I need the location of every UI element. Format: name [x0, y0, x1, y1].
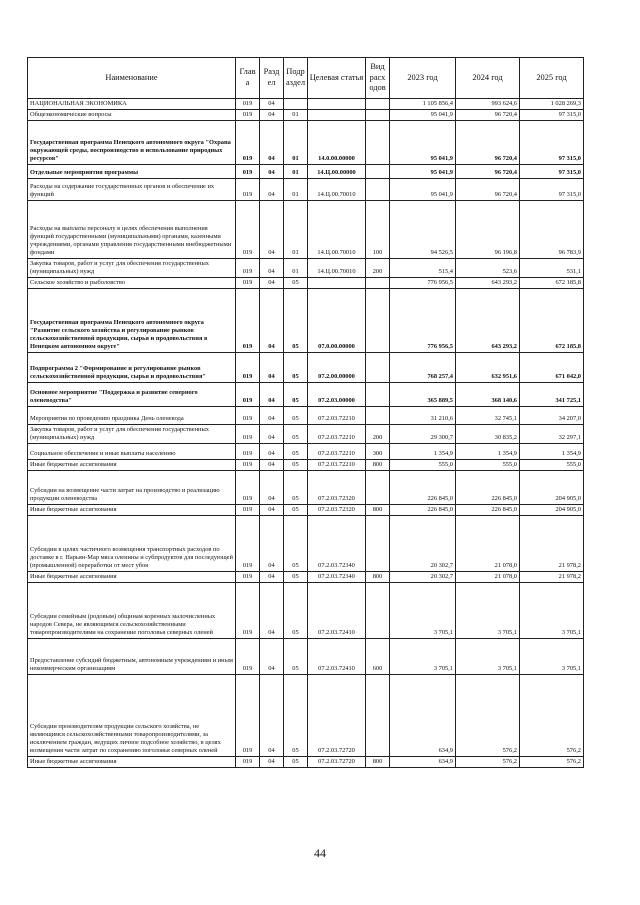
cell-cs: 07.2.03.72320 — [308, 505, 366, 516]
cell-v3: 204 905,0 — [520, 505, 584, 516]
table-row — [28, 179, 584, 201]
cell-v2: 96 720,4 — [456, 110, 520, 121]
cell-v2: 226 845,0 — [456, 505, 520, 516]
cell-name: Государственная программа Ненецкого автономного округа "Развитие сельского хозяйства и регулирование рынков сельскохозяйственной продукции, сырья и продовольствия в Ненецком автономном округе" — [28, 289, 236, 353]
col-header-glava: Глав а — [236, 58, 260, 99]
table-row — [28, 444, 584, 460]
col-header-2024: 2024 год — [456, 58, 520, 99]
cell-rz: 04 — [260, 460, 284, 471]
cell-vr — [366, 383, 390, 407]
cell-name: Отдельные мероприятия программы — [28, 165, 236, 179]
cell-name: Расходы на выплаты персоналу в целях обеспечения выполнения функций государственными (муниципальными) органами, казенными учреждениями, органами управления государственными внебюджетными фондами — [28, 201, 236, 259]
cell-v1: 768 257,4 — [390, 353, 456, 383]
cell-pr: 05 — [284, 278, 308, 289]
cell-v3: 3 705,1 — [520, 639, 584, 675]
col-header-2025: 2025 год — [520, 58, 584, 99]
table-row — [28, 675, 584, 757]
cell-pr: 05 — [284, 444, 308, 460]
cell-name: Предоставление субсидий бюджетным, автономным учреждениям и иным некоммерческим организациям — [28, 639, 236, 675]
cell-name: Субсидии на возмещение части затрат на производство и реализацию продукции оленеводства — [28, 471, 236, 505]
cell-name: Иные бюджетные ассигнования — [28, 757, 236, 768]
cell-vr — [366, 121, 390, 165]
cell-rz: 04 — [260, 444, 284, 460]
cell-v3: 32 297,1 — [520, 425, 584, 444]
cell-rz: 04 — [260, 165, 284, 179]
cell-v3: 1 354,9 — [520, 444, 584, 460]
col-header-vid: Вид расх одов — [366, 58, 390, 99]
cell-name: Субсидии производителям продукции сельского хозяйства, не являющимся сельскохозяйственными товаропроизводителями, за исключением граждан, ведущих личное подсобное хозяйство, в целях возмещения части затрат по сохранению поголовья северных оленей — [28, 675, 236, 757]
table-row — [28, 471, 584, 505]
cell-v2: 576,2 — [456, 675, 520, 757]
cell-v3: 576,2 — [520, 757, 584, 768]
cell-v2: 21 078,0 — [456, 516, 520, 572]
cell-vr — [366, 353, 390, 383]
cell-gl: 019 — [236, 444, 260, 460]
cell-cs — [308, 99, 366, 110]
cell-v3: 672 185,8 — [520, 278, 584, 289]
cell-rz: 04 — [260, 383, 284, 407]
table-row — [28, 425, 584, 444]
cell-rz: 04 — [260, 278, 284, 289]
table-row — [28, 121, 584, 165]
page-number: 44 — [314, 846, 326, 860]
cell-rz: 04 — [260, 259, 284, 278]
cell-rz: 04 — [260, 675, 284, 757]
cell-gl: 019 — [236, 353, 260, 383]
col-header-2023: 2023 год — [390, 58, 456, 99]
cell-name: Иные бюджетные ассигнования — [28, 572, 236, 583]
cell-v1: 20 302,7 — [390, 516, 456, 572]
cell-pr: 05 — [284, 471, 308, 505]
cell-v3: 555,0 — [520, 460, 584, 471]
cell-vr: 100 — [366, 201, 390, 259]
table-row — [28, 460, 584, 471]
cell-vr — [366, 471, 390, 505]
table-row — [28, 278, 584, 289]
cell-v3: 34 207,0 — [520, 407, 584, 425]
cell-rz: 04 — [260, 353, 284, 383]
cell-v3: 97 315,0 — [520, 110, 584, 121]
cell-gl: 019 — [236, 460, 260, 471]
cell-pr: 05 — [284, 639, 308, 675]
cell-v3: 671 042,0 — [520, 353, 584, 383]
cell-gl: 019 — [236, 757, 260, 768]
cell-pr: 05 — [284, 460, 308, 471]
cell-gl: 019 — [236, 572, 260, 583]
cell-vr — [366, 179, 390, 201]
table-row — [28, 639, 584, 675]
col-header-razdel: Разд ел — [260, 58, 284, 99]
cell-cs: 07.2.03.72210 — [308, 444, 366, 460]
cell-pr: 05 — [284, 583, 308, 639]
cell-v3: 3 705,1 — [520, 583, 584, 639]
cell-gl: 019 — [236, 425, 260, 444]
cell-v3: 204 905,0 — [520, 471, 584, 505]
table-row — [28, 383, 584, 407]
cell-v1: 3 705,1 — [390, 583, 456, 639]
cell-vr — [366, 278, 390, 289]
cell-v2: 21 078,0 — [456, 572, 520, 583]
cell-pr: 01 — [284, 259, 308, 278]
table-row — [28, 165, 584, 179]
cell-v2: 1 354,9 — [456, 444, 520, 460]
table-row — [28, 201, 584, 259]
cell-vr — [366, 583, 390, 639]
cell-v1: 3 705,1 — [390, 639, 456, 675]
cell-name: Расходы на содержание государственных органов и обеспечение их функций — [28, 179, 236, 201]
cell-rz: 04 — [260, 407, 284, 425]
table-row — [28, 407, 584, 425]
cell-name: НАЦИОНАЛЬНАЯ ЭКОНОМИКА — [28, 99, 236, 110]
cell-gl: 019 — [236, 383, 260, 407]
cell-rz: 04 — [260, 471, 284, 505]
cell-rz: 04 — [260, 757, 284, 768]
cell-name: Закупка товаров, работ и услуг для обеспечения государственных (муниципальных) нужд — [28, 259, 236, 278]
cell-pr: 05 — [284, 505, 308, 516]
cell-name: Общеэкономические вопросы — [28, 110, 236, 121]
cell-vr: 800 — [366, 757, 390, 768]
cell-v3: 672 185,8 — [520, 289, 584, 353]
cell-rz: 04 — [260, 583, 284, 639]
table-body — [28, 99, 584, 768]
cell-rz: 04 — [260, 639, 284, 675]
cell-pr: 01 — [284, 179, 308, 201]
cell-cs — [308, 278, 366, 289]
cell-name: Социальное обеспечение и иные выплаты населению — [28, 444, 236, 460]
cell-v1: 31 210,6 — [390, 407, 456, 425]
cell-v3: 97 315,0 — [520, 121, 584, 165]
cell-gl: 019 — [236, 121, 260, 165]
cell-cs: 07.2.03.72410 — [308, 583, 366, 639]
col-header-name: Наименование — [28, 58, 236, 99]
cell-cs: 14.Ц.00.00000 — [308, 165, 366, 179]
table-row — [28, 572, 584, 583]
cell-v1: 515,4 — [390, 259, 456, 278]
cell-v1: 226 845,0 — [390, 471, 456, 505]
cell-v2: 643 293,2 — [456, 289, 520, 353]
cell-v2: 555,0 — [456, 460, 520, 471]
cell-vr: 300 — [366, 444, 390, 460]
cell-pr: 01 — [284, 121, 308, 165]
cell-pr: 05 — [284, 516, 308, 572]
cell-gl: 019 — [236, 583, 260, 639]
cell-v2: 993 624,6 — [456, 99, 520, 110]
cell-v1: 555,0 — [390, 460, 456, 471]
cell-gl: 019 — [236, 165, 260, 179]
cell-vr — [366, 407, 390, 425]
cell-name: Закупка товаров, работ и услуг для обеспечения государственных (муниципальных) нужд — [28, 425, 236, 444]
cell-pr: 05 — [284, 353, 308, 383]
cell-cs: 14.Ц.00.70010 — [308, 201, 366, 259]
cell-vr — [366, 516, 390, 572]
cell-pr: 05 — [284, 383, 308, 407]
cell-cs: 07.2.03.72340 — [308, 572, 366, 583]
cell-v2: 523,6 — [456, 259, 520, 278]
cell-cs: 07.2.03.72410 — [308, 639, 366, 675]
cell-cs: 07.2.03.72340 — [308, 516, 366, 572]
cell-vr: 200 — [366, 425, 390, 444]
cell-cs: 07.2.03.72210 — [308, 407, 366, 425]
cell-v1: 94 526,5 — [390, 201, 456, 259]
cell-gl: 019 — [236, 201, 260, 259]
cell-v3: 576,2 — [520, 675, 584, 757]
cell-v3: 341 725,1 — [520, 383, 584, 407]
cell-cs — [308, 110, 366, 121]
table-header-row — [28, 58, 584, 99]
cell-v2: 643 293,2 — [456, 278, 520, 289]
cell-vr: 800 — [366, 572, 390, 583]
cell-v2: 576,2 — [456, 757, 520, 768]
cell-pr: 05 — [284, 407, 308, 425]
cell-vr — [366, 675, 390, 757]
cell-v2: 3 705,1 — [456, 639, 520, 675]
cell-cs: 14.Ц.00.70010 — [308, 179, 366, 201]
cell-gl: 019 — [236, 675, 260, 757]
table-row — [28, 99, 584, 110]
table-row — [28, 516, 584, 572]
cell-v3: 531,1 — [520, 259, 584, 278]
cell-cs: 07.2.03.72210 — [308, 460, 366, 471]
cell-v1: 634,9 — [390, 675, 456, 757]
cell-v3: 1 028 269,3 — [520, 99, 584, 110]
cell-v1: 1 105 856,4 — [390, 99, 456, 110]
cell-rz: 04 — [260, 505, 284, 516]
cell-rz: 04 — [260, 179, 284, 201]
cell-rz: 04 — [260, 110, 284, 121]
cell-gl: 019 — [236, 505, 260, 516]
col-header-podrazdel: Подр аздел — [284, 58, 308, 99]
cell-cs: 07.2.03.72720 — [308, 675, 366, 757]
cell-v2: 632 951,6 — [456, 353, 520, 383]
table-row — [28, 259, 584, 278]
cell-v1: 634,9 — [390, 757, 456, 768]
cell-gl: 019 — [236, 471, 260, 505]
cell-cs: 07.2.03.72320 — [308, 471, 366, 505]
cell-v1: 226 845,0 — [390, 505, 456, 516]
cell-v3: 97 315,0 — [520, 179, 584, 201]
cell-v2: 368 140,6 — [456, 383, 520, 407]
cell-v3: 21 978,2 — [520, 572, 584, 583]
cell-v2: 96 720,4 — [456, 165, 520, 179]
cell-pr: 05 — [284, 572, 308, 583]
cell-v2: 96 196,8 — [456, 201, 520, 259]
cell-v3: 97 315,0 — [520, 165, 584, 179]
cell-name: Основное мероприятие "Поддержка и развитие северного оленеводства" — [28, 383, 236, 407]
cell-rz: 04 — [260, 99, 284, 110]
cell-v1: 95 041,9 — [390, 165, 456, 179]
cell-gl: 019 — [236, 99, 260, 110]
cell-rz: 04 — [260, 516, 284, 572]
cell-gl: 019 — [236, 179, 260, 201]
cell-name: Подпрограмма 2 "Формирование и регулирование рынков сельскохозяйственной продукции, сырья и продовольствия" — [28, 353, 236, 383]
cell-vr — [366, 289, 390, 353]
table-row — [28, 583, 584, 639]
cell-vr — [366, 110, 390, 121]
cell-v2: 96 720,4 — [456, 179, 520, 201]
cell-pr: 01 — [284, 165, 308, 179]
cell-v1: 29 300,7 — [390, 425, 456, 444]
cell-gl: 019 — [236, 639, 260, 675]
cell-cs: 07.2.03.00000 — [308, 383, 366, 407]
cell-pr: 01 — [284, 201, 308, 259]
col-header-target: Целевая статья — [308, 58, 366, 99]
cell-cs: 07.2.03.72720 — [308, 757, 366, 768]
cell-rz: 04 — [260, 572, 284, 583]
cell-name: Иные бюджетные ассигнования — [28, 460, 236, 471]
cell-v2: 96 720,4 — [456, 121, 520, 165]
cell-rz: 04 — [260, 121, 284, 165]
cell-v1: 95 041,9 — [390, 121, 456, 165]
table-row — [28, 757, 584, 768]
cell-pr — [284, 99, 308, 110]
cell-name: Субсидии в целях частичного возмещения транспортных расходов по доставке в г. Нарьян-Мар мяса оленины и субпродуктов для последующей (промышленной) переработки от мест убоя — [28, 516, 236, 572]
cell-name: Сельское хозяйство и рыболовство — [28, 278, 236, 289]
cell-pr: 05 — [284, 425, 308, 444]
cell-cs: 07.0.00.00000 — [308, 289, 366, 353]
cell-vr: 600 — [366, 639, 390, 675]
cell-v1: 365 889,5 — [390, 383, 456, 407]
cell-pr: 05 — [284, 757, 308, 768]
cell-cs: 14.0.00.00000 — [308, 121, 366, 165]
cell-v1: 776 956,5 — [390, 278, 456, 289]
cell-gl: 019 — [236, 110, 260, 121]
table-row — [28, 353, 584, 383]
cell-name: Иные бюджетные ассигнования — [28, 505, 236, 516]
cell-v1: 776 956,5 — [390, 289, 456, 353]
cell-pr: 05 — [284, 675, 308, 757]
budget-table — [27, 57, 584, 768]
cell-gl: 019 — [236, 407, 260, 425]
cell-cs: 07.2.00.00000 — [308, 353, 366, 383]
table-row — [28, 505, 584, 516]
cell-v1: 95 041,9 — [390, 179, 456, 201]
cell-v3: 96 783,9 — [520, 201, 584, 259]
cell-gl: 019 — [236, 516, 260, 572]
table-row — [28, 289, 584, 353]
cell-v2: 3 705,1 — [456, 583, 520, 639]
cell-cs: 14.Ц.00.70010 — [308, 259, 366, 278]
cell-vr: 800 — [366, 505, 390, 516]
cell-name: Субсидии семейным (родовым) общинам коренных малочисленных народов Севера, не являющимся сельскохозяйственными товаропроизводителями на сохранение поголовья северных оленей — [28, 583, 236, 639]
table-row — [28, 110, 584, 121]
cell-rz: 04 — [260, 201, 284, 259]
cell-pr: 01 — [284, 110, 308, 121]
cell-rz: 04 — [260, 289, 284, 353]
cell-v2: 30 835,2 — [456, 425, 520, 444]
cell-v1: 1 354,9 — [390, 444, 456, 460]
cell-v3: 21 978,2 — [520, 516, 584, 572]
cell-v2: 32 745,1 — [456, 407, 520, 425]
cell-name: Мероприятия по проведению праздника День оленевода — [28, 407, 236, 425]
cell-cs: 07.2.03.72210 — [308, 425, 366, 444]
cell-gl: 019 — [236, 289, 260, 353]
cell-vr: 200 — [366, 259, 390, 278]
cell-vr — [366, 99, 390, 110]
cell-v2: 226 845,0 — [456, 471, 520, 505]
cell-gl: 019 — [236, 259, 260, 278]
cell-name: Государственная программа Ненецкого автономного округа "Охрана окружающей среды, воспроизводство и использование природных ресурсов" — [28, 121, 236, 165]
cell-vr: 800 — [366, 460, 390, 471]
cell-gl: 019 — [236, 278, 260, 289]
cell-pr: 05 — [284, 289, 308, 353]
cell-v1: 20 302,7 — [390, 572, 456, 583]
cell-vr — [366, 165, 390, 179]
cell-v1: 95 041,9 — [390, 110, 456, 121]
cell-rz: 04 — [260, 425, 284, 444]
